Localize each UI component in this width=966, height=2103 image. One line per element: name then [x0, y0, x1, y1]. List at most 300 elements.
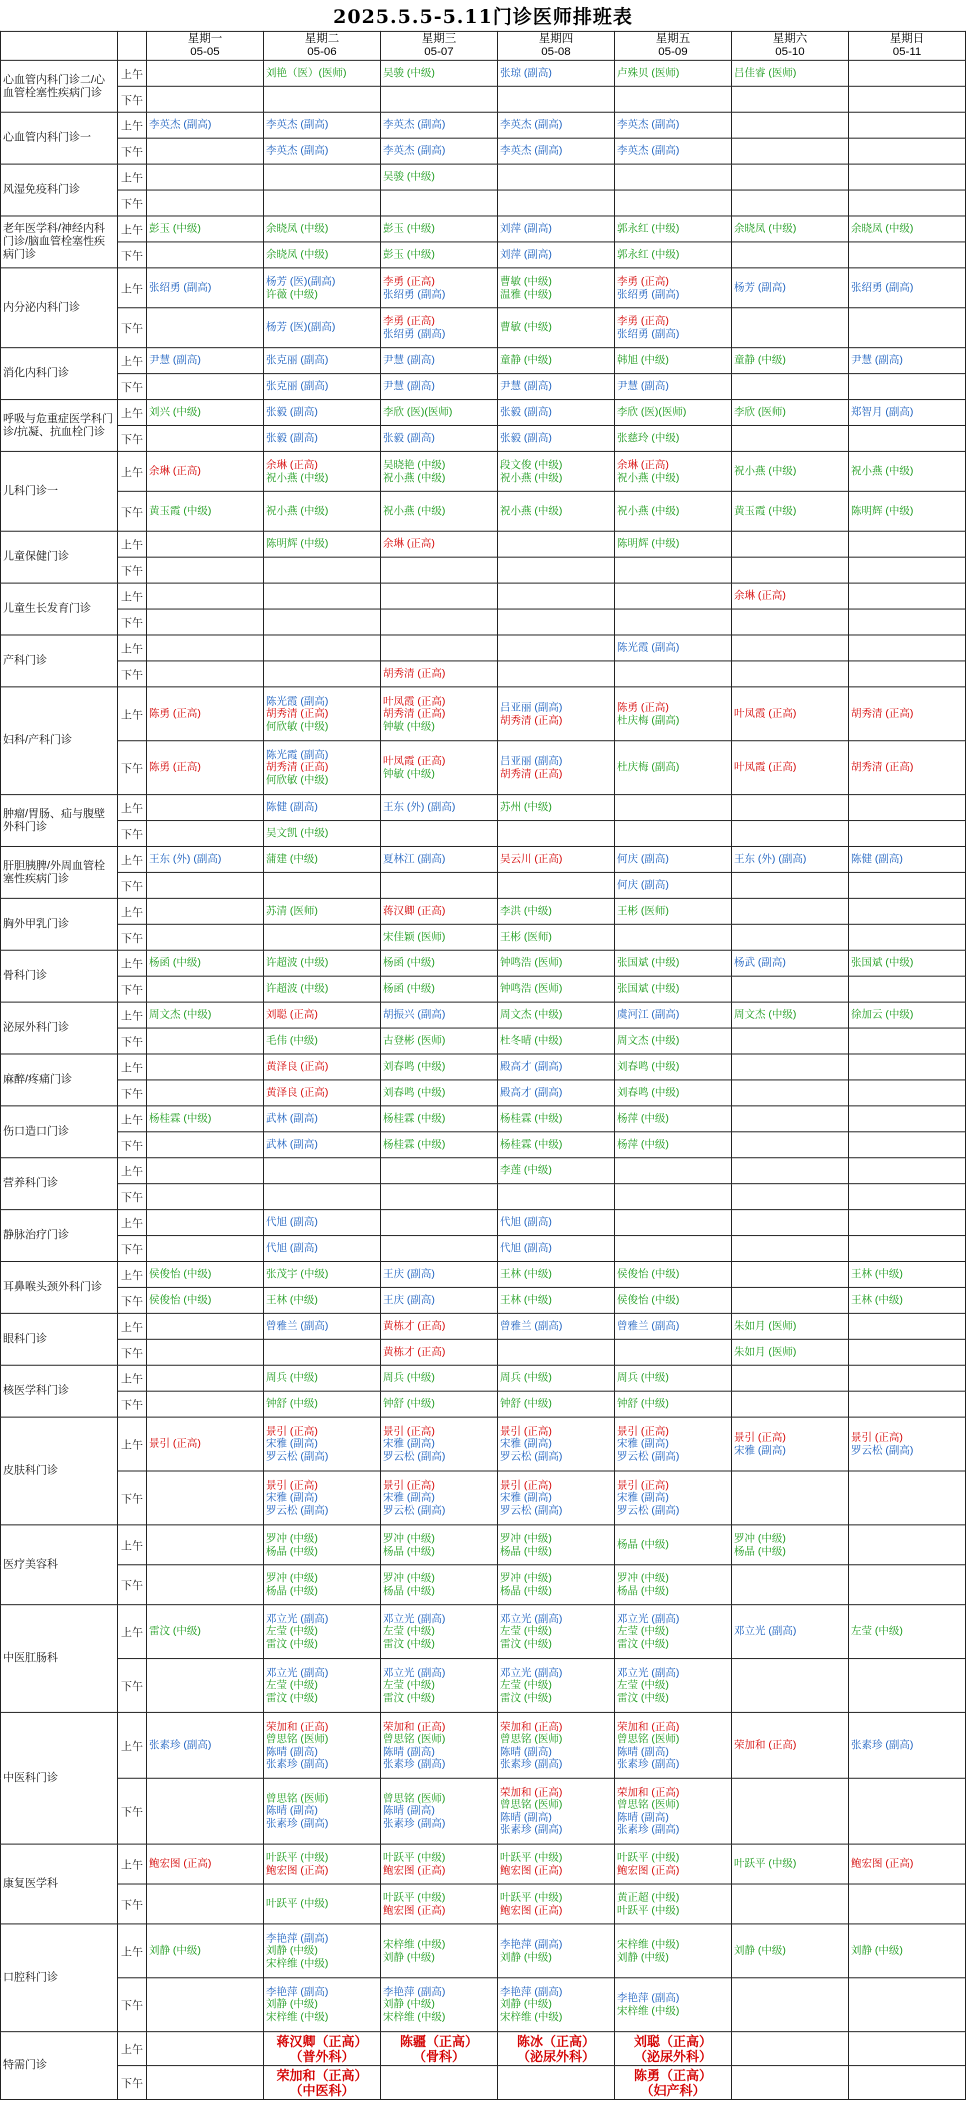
schedule-cell	[849, 1002, 966, 1028]
schedule-cell	[849, 1417, 966, 1471]
doctor-entry: 杨武 (副高)	[734, 956, 786, 969]
half-day-label: 上午	[118, 1106, 147, 1132]
schedule-cell	[732, 400, 849, 426]
doctor-entry: 郭永红 (中级)	[617, 248, 680, 261]
department-row	[1, 1365, 966, 1391]
half-day-label: 下午	[118, 1565, 147, 1605]
half-day-label: 上午	[118, 1365, 147, 1391]
schedule-cell	[732, 635, 849, 661]
doctor-entry: 武林 (副高)	[266, 1112, 318, 1125]
doctor-entry: 曾思铭 (医师)	[617, 1732, 680, 1745]
doctor-entry: 钟舒 (中级)	[617, 1397, 669, 1410]
doctor-entry: 张国斌 (中级)	[617, 982, 680, 995]
doctor-entry: 鲍宏图 (正高)	[266, 1864, 329, 1877]
doctor-entry: 雷汶 (中级)	[500, 1637, 552, 1650]
doctor-entry: 刘静 (中级)	[383, 1950, 435, 1963]
department-row	[1, 1002, 966, 1028]
schedule-cell	[849, 164, 966, 190]
schedule-cell	[732, 1002, 849, 1028]
doctor-entry: 罗云松 (副高)	[617, 1450, 680, 1463]
schedule-cell	[615, 1365, 732, 1391]
department-row	[1, 795, 966, 821]
department-row	[1, 112, 966, 138]
doctor-entry: 罗云松 (副高)	[851, 1444, 914, 1457]
half-day-label: 下午	[118, 1978, 147, 2032]
department-name: 心血管内科门诊二/心血管栓塞性疾病门诊	[1, 60, 118, 112]
doctor-entry: 张素珍 (副高)	[617, 1757, 680, 1770]
schedule-cell	[849, 1339, 966, 1365]
day-date: 05-05	[190, 45, 220, 58]
doctor-entry: 雷汶 (中级)	[266, 1691, 318, 1704]
doctor-entry: 张素珍 (副高)	[383, 1757, 446, 1770]
schedule-cell	[498, 1261, 615, 1287]
schedule-cell	[147, 1313, 264, 1339]
doctor-entry: 李洪 (中级)	[500, 905, 552, 918]
schedule-cell	[381, 924, 498, 950]
schedule-cell	[264, 898, 381, 924]
doctor-entry: 吴文凯 (中级)	[266, 827, 329, 840]
doctor-entry: 刘春鸣 (中级)	[617, 1086, 680, 1099]
schedule-cell	[381, 795, 498, 821]
schedule-cell	[147, 950, 264, 976]
schedule-cell	[381, 1132, 498, 1158]
schedule-cell	[147, 1339, 264, 1365]
schedule-cell	[381, 950, 498, 976]
doctor-entry: 宋梓维 (中级)	[617, 1938, 680, 1951]
half-day-label: 下午	[118, 425, 147, 451]
schedule-cell	[381, 2032, 498, 2066]
schedule-cell	[264, 1313, 381, 1339]
doctor-entry: 尹慧 (副高)	[500, 380, 552, 393]
doctor-entry: 罗云松 (副高)	[500, 1504, 563, 1517]
schedule-cell	[147, 1210, 264, 1236]
schedule-cell	[381, 609, 498, 635]
schedule-cell	[264, 1028, 381, 1054]
doctor-entry: 王庆 (副高)	[383, 1294, 435, 1307]
schedule-cell	[849, 2066, 966, 2100]
schedule-cell	[732, 1261, 849, 1287]
doctor-entry: 荣加和 (正高)	[500, 1720, 563, 1733]
half-day-label: 下午	[118, 1132, 147, 1158]
schedule-cell	[849, 1158, 966, 1184]
schedule-cell	[264, 1778, 381, 1844]
half-day-label: 上午	[118, 1844, 147, 1884]
schedule-cell	[147, 1132, 264, 1158]
schedule-cell	[615, 112, 732, 138]
day-header	[849, 31, 966, 60]
schedule-cell	[147, 425, 264, 451]
doctor-entry: 钟鸣浩 (医师)	[500, 982, 563, 995]
schedule-cell	[615, 1844, 732, 1884]
schedule-cell	[264, 1236, 381, 1262]
doctor-entry: 李艳萍 (副高)	[383, 1986, 446, 1998]
schedule-cell	[615, 1339, 732, 1365]
doctor-entry: 黄泽良 (正高)	[266, 1086, 329, 1099]
schedule-cell	[498, 138, 615, 164]
schedule-cell	[498, 1339, 615, 1365]
schedule-cell	[498, 1605, 615, 1659]
department-row	[1, 1565, 966, 1605]
schedule-cell	[147, 190, 264, 216]
special-doctor-entry: （泌尿外科）	[516, 2048, 595, 2064]
doctor-entry: 罗冲 (中级)	[266, 1572, 318, 1585]
doctor-entry: 侯俊怡 (中级)	[149, 1268, 212, 1281]
half-day-label: 下午	[118, 242, 147, 268]
schedule-cell	[264, 1565, 381, 1605]
schedule-cell	[849, 1184, 966, 1210]
schedule-cell	[264, 1132, 381, 1158]
schedule-cell	[849, 661, 966, 687]
doctor-entry: 吴骏 (中级)	[383, 170, 435, 183]
schedule-cell	[147, 557, 264, 583]
day-name: 星期三	[421, 32, 457, 45]
schedule-cell	[264, 635, 381, 661]
doctor-entry: 雷汶 (中级)	[500, 1691, 552, 1704]
schedule-cell	[849, 451, 966, 491]
schedule-cell	[849, 308, 966, 348]
schedule-cell	[147, 661, 264, 687]
schedule-cell	[147, 60, 264, 86]
department-name: 儿科门诊一	[1, 451, 118, 531]
doctor-entry: 钟舒 (中级)	[266, 1397, 318, 1410]
schedule-cell	[615, 1236, 732, 1262]
department-name: 肝胆胰脾/外周血管栓塞性疾病门诊	[1, 846, 118, 898]
schedule-cell	[615, 1525, 732, 1565]
schedule-cell	[732, 1391, 849, 1417]
half-day-label: 上午	[118, 1924, 147, 1978]
department-row	[1, 1471, 966, 1525]
doctor-entry: 邓立光 (副高)	[500, 1612, 563, 1625]
doctor-entry: 雷汶 (中级)	[149, 1625, 201, 1638]
schedule-cell	[381, 1261, 498, 1287]
schedule-cell	[615, 1924, 732, 1978]
doctor-entry: 叶跃平 (中级)	[266, 1897, 329, 1910]
doctor-entry: 苏州 (中级)	[500, 801, 552, 814]
schedule-cell	[732, 164, 849, 190]
schedule-cell	[732, 1287, 849, 1313]
doctor-entry: 鲍宏图 (正高)	[383, 1864, 446, 1877]
schedule-cell	[264, 976, 381, 1002]
doctor-entry: 代旭 (副高)	[500, 1216, 552, 1229]
doctor-entry: 尹慧 (副高)	[617, 380, 669, 393]
doctor-entry: 叶跃平 (中级)	[383, 1851, 446, 1864]
doctor-entry: 何欣敏 (中级)	[266, 720, 329, 733]
doctor-entry: 鲍宏图 (正高)	[851, 1857, 914, 1870]
schedule-cell	[732, 741, 849, 795]
day-header	[615, 31, 732, 60]
schedule-cell	[849, 1471, 966, 1525]
doctor-entry: 杨晶 (中级)	[500, 1544, 552, 1557]
schedule-cell	[381, 635, 498, 661]
doctor-entry: 景引 (正高)	[266, 1479, 318, 1492]
doctor-entry: 余琳 (正高)	[149, 465, 201, 478]
schedule-cell	[381, 112, 498, 138]
doctor-entry: 祝小燕 (中级)	[851, 465, 914, 478]
schedule-cell	[732, 1978, 849, 2032]
schedule-cell	[732, 242, 849, 268]
schedule-cell	[849, 60, 966, 86]
doctor-entry: 张素珍 (副高)	[266, 1757, 329, 1770]
doctor-entry: 叶跃平 (中级)	[617, 1903, 680, 1916]
schedule-cell	[381, 164, 498, 190]
schedule-cell	[615, 557, 732, 583]
doctor-entry: 祝小燕 (中级)	[734, 465, 797, 478]
schedule-cell	[849, 1884, 966, 1924]
doctor-entry: 武林 (副高)	[266, 1138, 318, 1151]
half-day-label: 上午	[118, 795, 147, 821]
doctor-entry: 陈晴 (副高)	[500, 1745, 552, 1758]
schedule-cell	[615, 741, 732, 795]
schedule-cell	[147, 1236, 264, 1262]
schedule-cell	[147, 1525, 264, 1565]
schedule-cell	[732, 1184, 849, 1210]
department-name: 老年医学科/神经内科门诊/脑血管栓塞性疾病门诊	[1, 216, 118, 268]
department-name: 中医肛肠科	[1, 1605, 118, 1713]
doctor-entry: 罗云松 (副高)	[500, 1450, 563, 1463]
schedule-cell	[381, 1339, 498, 1365]
doctor-entry: 张绍勇 (副高)	[149, 281, 212, 294]
doctor-entry: 左莹 (中级)	[500, 1679, 552, 1692]
doctor-entry: 李欣 (医师)	[734, 406, 786, 419]
schedule-cell	[147, 491, 264, 531]
schedule-cell	[849, 112, 966, 138]
schedule-cell	[264, 1605, 381, 1659]
schedule-cell	[849, 635, 966, 661]
doctor-entry: 古登彬 (医师)	[383, 1034, 446, 1047]
schedule-cell	[615, 872, 732, 898]
doctor-entry: 左莹 (中级)	[617, 1625, 669, 1638]
schedule-cell	[849, 898, 966, 924]
schedule-cell	[147, 1158, 264, 1184]
day-name: 星期一	[187, 32, 223, 45]
doctor-entry: 许超波 (中级)	[266, 956, 329, 969]
schedule-cell	[615, 1028, 732, 1054]
schedule-cell	[498, 1184, 615, 1210]
schedule-cell	[732, 531, 849, 557]
schedule-cell	[849, 531, 966, 557]
doctor-entry: 杜庆梅 (副高)	[617, 761, 680, 774]
doctor-entry: 刘静 (中级)	[149, 1944, 201, 1957]
doctor-entry: 左莹 (中级)	[383, 1679, 435, 1692]
doctor-entry: 刘静 (中级)	[617, 1950, 669, 1963]
schedule-cell	[264, 741, 381, 795]
half-day-label: 下午	[118, 86, 147, 112]
doctor-entry: 王东 (外) (副高)	[383, 801, 456, 814]
doctor-entry: 钟鸣浩 (医师)	[500, 956, 563, 969]
doctor-entry: 叶凤霞 (正高)	[383, 755, 446, 768]
doctor-entry: 景引 (正高)	[500, 1479, 552, 1492]
half-day-label: 下午	[118, 924, 147, 950]
half-day-label: 上午	[118, 1158, 147, 1184]
schedule-cell	[498, 1106, 615, 1132]
schedule-cell	[498, 661, 615, 687]
header-blank	[1, 31, 118, 60]
schedule-cell	[498, 190, 615, 216]
doctor-entry: 刘静 (中级)	[383, 1998, 435, 2011]
doctor-entry: 张毅 (副高)	[266, 406, 318, 419]
special-doctor-entry: （泌尿外科）	[633, 2048, 712, 2064]
schedule-cell	[264, 1978, 381, 2032]
schedule-cell	[381, 1287, 498, 1313]
schedule-cell	[732, 898, 849, 924]
doctor-entry: 吴云川 (正高)	[500, 853, 563, 866]
schedule-cell	[498, 1002, 615, 1028]
doctor-entry: 曹敏 (中级)	[500, 275, 552, 288]
schedule-cell	[381, 1365, 498, 1391]
doctor-entry: 余晓凤 (中级)	[266, 222, 329, 235]
schedule-cell	[498, 1210, 615, 1236]
schedule-cell	[498, 2066, 615, 2100]
half-day-label: 上午	[118, 687, 147, 741]
schedule-cell	[264, 164, 381, 190]
schedule-cell	[849, 1525, 966, 1565]
doctor-entry: 许薇 (中级)	[266, 287, 318, 300]
schedule-cell	[264, 1210, 381, 1236]
day-header-row	[1, 31, 966, 60]
half-day-label: 下午	[118, 190, 147, 216]
half-day-label: 上午	[118, 400, 147, 426]
schedule-cell	[849, 1712, 966, 1778]
schedule-cell	[498, 583, 615, 609]
department-row	[1, 491, 966, 531]
schedule-cell	[498, 164, 615, 190]
schedule-cell	[498, 1365, 615, 1391]
doctor-entry: 侯俊怡 (中级)	[617, 1294, 680, 1307]
schedule-cell	[381, 1884, 498, 1924]
doctor-entry: 宋雅 (副高)	[383, 1437, 435, 1450]
doctor-entry: 段文俊 (中级)	[500, 458, 563, 471]
doctor-entry: 陈明辉 (中级)	[851, 505, 914, 518]
department-row	[1, 1391, 966, 1417]
schedule-cell	[849, 1978, 966, 2032]
doctor-entry: 曾雅兰 (副高)	[266, 1320, 329, 1333]
doctor-entry: 杨晶 (中级)	[383, 1584, 435, 1597]
schedule-cell	[381, 687, 498, 741]
half-day-label: 下午	[118, 1028, 147, 1054]
doctor-entry: 罗冲 (中级)	[734, 1532, 786, 1545]
schedule-cell	[849, 1106, 966, 1132]
doctor-entry: 张素珍 (副高)	[500, 1757, 563, 1770]
schedule-cell	[849, 1313, 966, 1339]
schedule-cell	[498, 1287, 615, 1313]
doctor-entry: 尹慧 (副高)	[851, 354, 903, 367]
department-row	[1, 2066, 966, 2100]
doctor-entry: 胡秀清 (正高)	[851, 707, 914, 720]
schedule-cell	[615, 1391, 732, 1417]
day-date: 05-11	[892, 45, 922, 58]
half-day-label: 下午	[118, 374, 147, 400]
schedule-cell	[615, 1210, 732, 1236]
doctor-entry: 钟敏 (中级)	[383, 720, 435, 733]
department-name: 核医学科门诊	[1, 1365, 118, 1417]
department-name: 医疗美容科	[1, 1525, 118, 1605]
department-row	[1, 190, 966, 216]
schedule-cell	[498, 216, 615, 242]
doctor-entry: 宋梓维 (中级)	[383, 1938, 446, 1951]
schedule-cell	[147, 1924, 264, 1978]
schedule-cell	[732, 374, 849, 400]
schedule-cell	[381, 1184, 498, 1210]
department-row	[1, 1287, 966, 1313]
schedule-cell	[732, 821, 849, 847]
doctor-entry: 景引 (正高)	[500, 1425, 552, 1438]
schedule-cell	[732, 950, 849, 976]
doctor-entry: 杨晶 (中级)	[734, 1544, 786, 1557]
schedule-cell	[264, 1002, 381, 1028]
doctor-entry: 周兵 (中级)	[383, 1371, 435, 1384]
schedule-cell	[732, 451, 849, 491]
schedule-cell	[732, 1525, 849, 1565]
schedule-cell	[381, 1844, 498, 1884]
schedule-cell	[264, 1417, 381, 1471]
department-row	[1, 138, 966, 164]
schedule-cell	[615, 609, 732, 635]
special-doctor-entry: （骨科）	[412, 2048, 465, 2064]
doctor-entry: 陈晴 (副高)	[500, 1811, 552, 1824]
doctor-entry: 张素珍 (副高)	[617, 1823, 680, 1836]
doctor-entry: 张素珍 (副高)	[266, 1817, 329, 1830]
doctor-entry: 王林 (中级)	[500, 1294, 552, 1307]
schedule-cell	[732, 190, 849, 216]
doctor-entry: 张慈玲 (中级)	[617, 432, 680, 445]
doctor-entry: 祝小燕 (中级)	[266, 505, 329, 518]
doctor-entry: 周兵 (中级)	[500, 1371, 552, 1384]
doctor-entry: 杨桂霖 (中级)	[149, 1112, 212, 1125]
schedule-cell	[498, 1565, 615, 1605]
doctor-entry: 王东 (外) (副高)	[149, 853, 222, 866]
day-header	[381, 31, 498, 60]
schedule-cell	[498, 795, 615, 821]
doctor-entry: 彭玉 (中级)	[383, 248, 435, 261]
schedule-cell	[615, 976, 732, 1002]
doctor-entry: 余晓凤 (中级)	[266, 248, 329, 261]
schedule-cell	[264, 687, 381, 741]
schedule-cell	[381, 1417, 498, 1471]
schedule-cell	[381, 1313, 498, 1339]
schedule-cell	[147, 1471, 264, 1525]
department-row	[1, 1605, 966, 1659]
special-doctor-entry: 蒋汉卿（正高）	[276, 2033, 368, 2049]
department-row	[1, 451, 966, 491]
doctor-entry: 祝小燕 (中级)	[617, 505, 680, 518]
schedule-cell	[849, 138, 966, 164]
schedule-cell	[147, 531, 264, 557]
doctor-entry: 黄栋才 (正高)	[383, 1320, 446, 1333]
department-row	[1, 741, 966, 795]
department-row	[1, 1978, 966, 2032]
doctor-entry: 杨晶 (中级)	[383, 1544, 435, 1557]
schedule-cell	[849, 268, 966, 308]
schedule-cell	[381, 374, 498, 400]
day-name: 星期六	[772, 32, 808, 45]
doctor-entry: 鲍宏图 (正高)	[500, 1864, 563, 1877]
half-day-label: 下午	[118, 1339, 147, 1365]
schedule-cell	[732, 1712, 849, 1778]
schedule-cell	[615, 348, 732, 374]
schedule-cell	[615, 491, 732, 531]
half-day-label: 下午	[118, 308, 147, 348]
schedule-cell	[732, 1054, 849, 1080]
schedule-cell	[849, 821, 966, 847]
schedule-cell	[498, 1158, 615, 1184]
doctor-entry: 余琳 (正高)	[617, 458, 669, 471]
schedule-cell	[615, 138, 732, 164]
schedule-cell	[498, 1884, 615, 1924]
schedule-cell	[732, 1080, 849, 1106]
schedule-cell	[732, 60, 849, 86]
doctor-entry: 李英杰 (副高)	[500, 144, 563, 157]
schedule-cell	[147, 1184, 264, 1210]
